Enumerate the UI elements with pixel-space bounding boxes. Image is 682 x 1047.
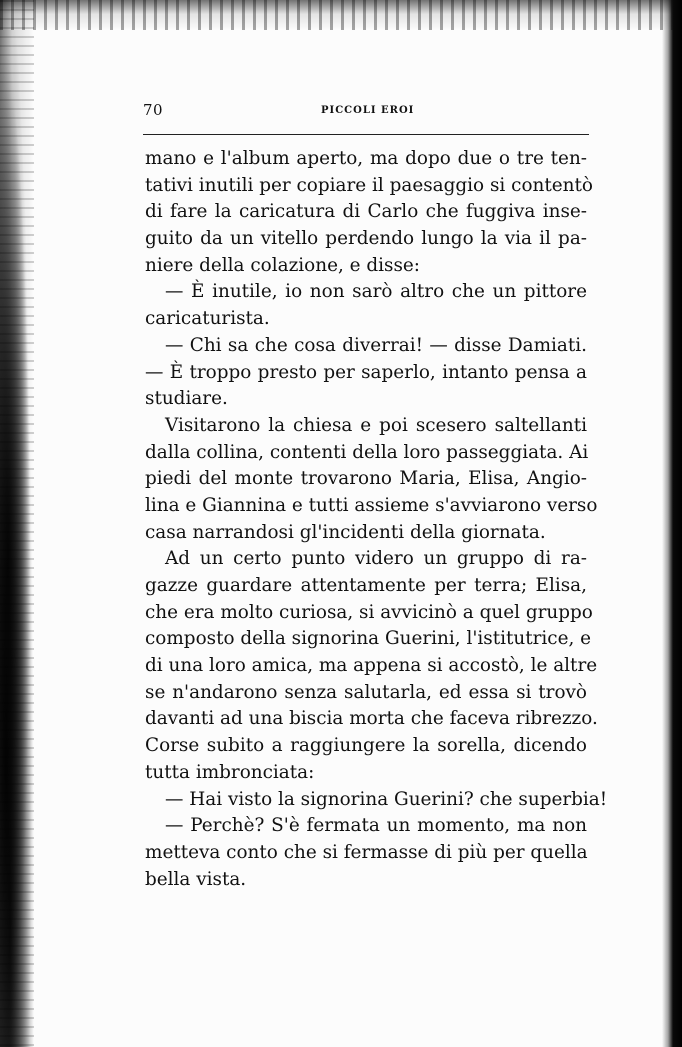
text-line: bella vista.: [145, 868, 247, 890]
text-line: metteva conto che si fermasse di più per quella: [145, 841, 588, 863]
text-line: — Chi sa che cosa diverrai! — disse Damiati.: [165, 334, 587, 356]
text-line: dalla collina, contenti della loro passeggiata. Ai: [145, 441, 589, 463]
text-line: — Perchè? S'è fermata un momento, ma non: [165, 815, 587, 837]
body-text: [145, 146, 608, 893]
text-line: davanti ad una biscia morta che faceva ribrezzo.: [145, 708, 598, 730]
text-line: mano e l'album aperto, ma dopo due o tre ten-: [145, 148, 587, 169]
text-line: se n'andarono senza salutarla, ed essa si trovò: [145, 681, 587, 703]
text-line: tutta imbronciata:: [145, 761, 315, 783]
text-line: caricaturista.: [145, 308, 270, 330]
running-title: PICCOLI EROI: [321, 105, 415, 116]
text-line: lina e Giannina e tutti assieme s'avviarono verso: [145, 494, 598, 516]
text-line: piedi del monte trovarono Maria, Elisa, Angio-: [145, 468, 587, 490]
text-line: Corse subito a raggiungere la sorella, dicendo: [145, 735, 587, 757]
header-rule: [143, 134, 589, 135]
text-line: di fare la caricatura di Carlo che fuggiva inse-: [145, 201, 587, 223]
text-line: composto della signorina Guerini, l'istitutrice, e: [145, 628, 592, 650]
text-line: — È troppo presto per saperlo, intanto pensa a: [145, 361, 587, 383]
text-line: guito da un vitello perdendo lungo la via il pa-: [145, 228, 587, 250]
page-header: [143, 101, 589, 123]
scan-edge-right: [662, 0, 682, 1047]
text-line: niere della colazione, e disse:: [145, 254, 420, 276]
text-line: Ad un certo punto videro un gruppo di ra-: [165, 548, 587, 570]
scan-edge-top: [0, 0, 682, 30]
text-line: casa narrandosi gl'incidenti della giornata.: [145, 521, 546, 543]
text-line: Visitarono la chiesa e poi scesero saltellanti: [165, 414, 587, 436]
text-line: studiare.: [145, 388, 228, 410]
scan-edge-left: [0, 0, 34, 1047]
text-line: che era molto curiosa, si avvicinò a quel gruppo: [145, 601, 593, 623]
page-number: 70: [143, 101, 164, 119]
text-line: — Hai visto la signorina Guerini? che superbia!: [165, 788, 608, 810]
text-line: — È inutile, io non sarò altro che un pittore: [165, 281, 587, 303]
text-line: tativi inutili per copiare il paesaggio si contentò: [145, 174, 593, 196]
text-line: gazze guardare attentamente per terra; Elisa,: [145, 575, 587, 596]
text-line: di una loro amica, ma appena si accostò, le altre: [145, 655, 598, 677]
